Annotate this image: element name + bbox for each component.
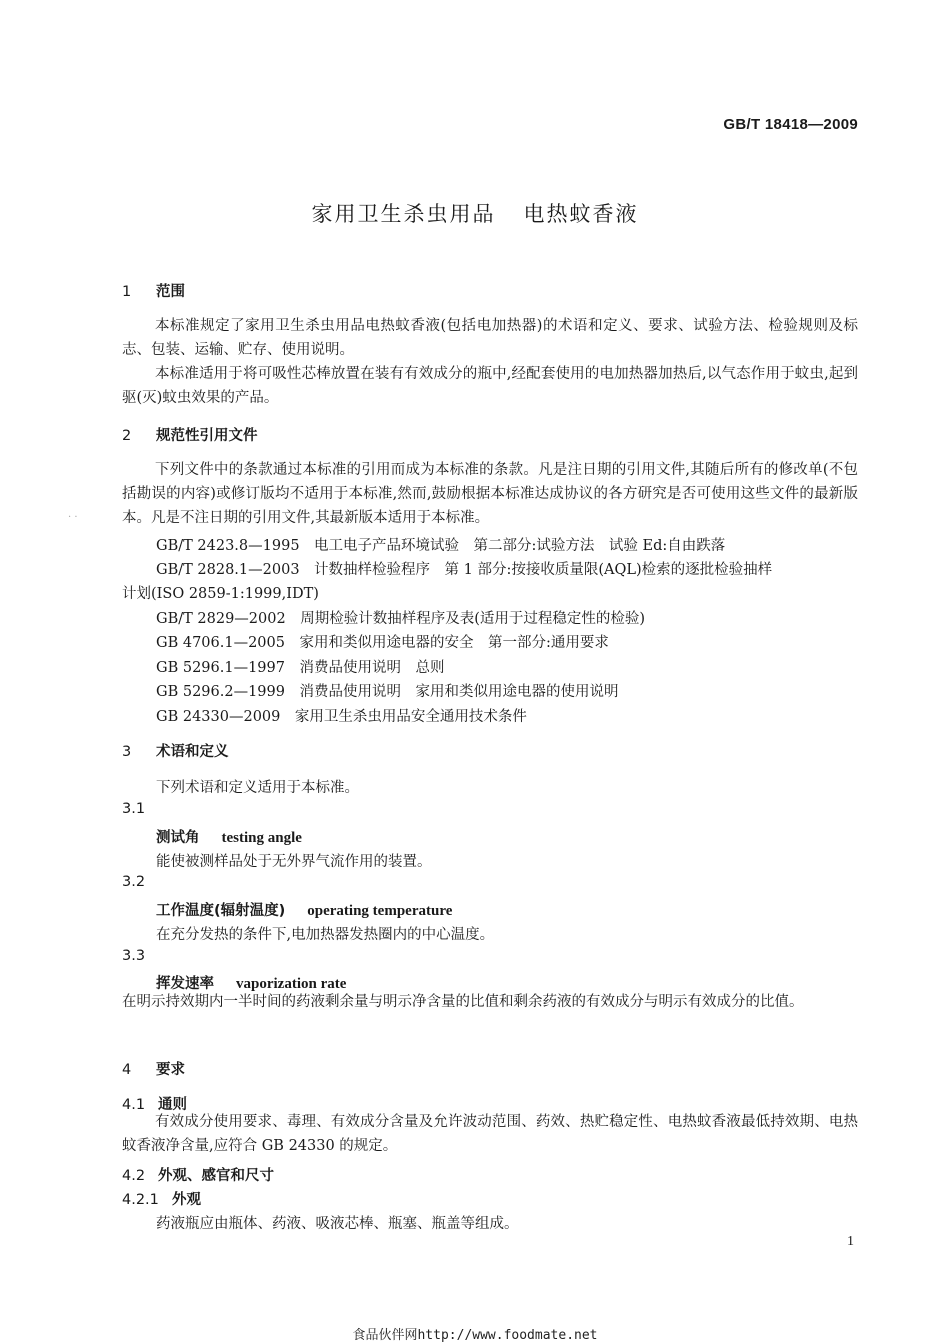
ref-item: GB 24330—2009 家用卫生杀虫用品安全通用技术条件 <box>156 709 527 725</box>
title-part2: 电热蚊香液 <box>523 202 639 226</box>
term-number: 3.2 <box>122 874 146 890</box>
subsection-4-2-1-heading <box>122 1188 201 1209</box>
section-title: 通则 <box>158 1097 187 1113</box>
term-heading <box>156 899 452 920</box>
term-definition: 在充分发热的条件下,电加热器发热圈内的中心温度。 <box>156 927 495 943</box>
section-1-heading <box>122 280 185 301</box>
section-title: 外观 <box>172 1192 201 1208</box>
ref-item: GB 5296.1—1997 消费品使用说明 总则 <box>156 660 445 676</box>
section-number: 4.1 <box>122 1097 146 1113</box>
standard-number: GB/T 18418—2009 <box>723 116 858 133</box>
section-number: 4.2.1 <box>122 1192 159 1208</box>
section-4-heading <box>122 1058 185 1079</box>
document-title <box>0 198 950 228</box>
term-number: 3.1 <box>122 801 146 817</box>
ref-item: GB/T 2829—2002 周期检验计数抽样程序及表(适用于过程稳定性的检验) <box>156 611 646 627</box>
section-title: 要求 <box>156 1062 185 1078</box>
ref-item: GB 5296.2—1999 消费品使用说明 家用和类似用途电器的使用说明 <box>156 684 619 700</box>
section-number: 4 <box>122 1062 132 1078</box>
section-title: 外观、感官和尺寸 <box>158 1168 274 1184</box>
section-title: 规范性引用文件 <box>156 428 258 444</box>
section-1-para-2: 本标准适用于将可吸性芯棒放置在装有有效成分的瓶中,经配套使用的电加热器加热后,以气态作用于蚊虫,起到驱(灭)蚊虫效果的产品。 <box>122 366 858 406</box>
term-definition: 在明示持效期内一半时间的药液剩余量与明示净含量的比值和剩余药液的有效成分与明示有效成分的比值。 <box>122 994 804 1010</box>
subsection-4-2-heading <box>122 1164 274 1185</box>
section-3-heading <box>122 740 229 761</box>
section-number: 2 <box>122 428 132 444</box>
section-number: 4.2 <box>122 1168 146 1184</box>
term-definition: 能使被测样品处于无外界气流作用的装置。 <box>156 854 432 870</box>
term-zh: 挥发速率 <box>156 976 214 992</box>
term-en: vaporization rate <box>236 976 347 992</box>
term-zh: 测试角 <box>156 830 200 846</box>
title-part1: 家用卫生杀虫用品 <box>311 202 496 226</box>
section-1-para-1: 本标准规定了家用卫生杀虫用品电热蚊香液(包括电加热器)的术语和定义、要求、试验方法、检验规则及标志、包装、运输、贮存、使用说明。 <box>122 318 858 358</box>
ref-item: GB/T 2423.8—1995 电工电子产品环境试验 第二部分:试验方法 试验 Ed:自由跌落 <box>156 538 726 554</box>
term-en: operating temperature <box>307 903 453 919</box>
term-number: 3.3 <box>122 948 146 964</box>
term-zh: 工作温度(辐射温度) <box>156 903 286 919</box>
section-title: 术语和定义 <box>156 744 229 760</box>
scan-speck: · · <box>68 512 78 523</box>
ref-item: GB/T 2828.1—2003 计数抽样检验程序 第 1 部分:按接收质量限(AQL)检索的逐批检验抽样 <box>156 562 773 578</box>
section-2-heading <box>122 424 258 445</box>
term-en: testing angle <box>221 830 302 846</box>
page-number: 1 <box>847 1234 854 1249</box>
footer-watermark: 食品伙伴网http://www.foodmate.net <box>352 1328 598 1343</box>
section-title: 范围 <box>156 284 185 300</box>
section-number: 1 <box>122 284 132 300</box>
subsection-4-2-1-text: 药液瓶应由瓶体、药液、吸液芯棒、瓶塞、瓶盖等组成。 <box>156 1216 519 1232</box>
term-heading <box>156 826 302 847</box>
subsection-4-1-text: 有效成分使用要求、毒理、有效成分含量及允许波动范围、药效、热贮稳定性、电热蚊香液最低持效期、电热蚊香液净含量,应符合 GB 24330 的规定。 <box>122 1114 858 1154</box>
section-2-para-1: 下列文件中的条款通过本标准的引用而成为本标准的条款。凡是注日期的引用文件,其随后所有的修改单(不包括勘误的内容)或修订版均不适用于本标准,然而,鼓励根据本标准达成协议的各方研究是否可使用这些文件的最新版本。凡是不注日期的引用文件,其最新版本适用于本标准。 <box>122 462 858 526</box>
ref-item: GB 4706.1—2005 家用和类似用途电器的安全 第一部分:通用要求 <box>156 635 609 651</box>
ref-item-continuation: 计划(ISO 2859-1:1999,IDT) <box>122 586 319 602</box>
section-3-intro: 下列术语和定义适用于本标准。 <box>156 780 359 796</box>
section-number: 3 <box>122 744 132 760</box>
